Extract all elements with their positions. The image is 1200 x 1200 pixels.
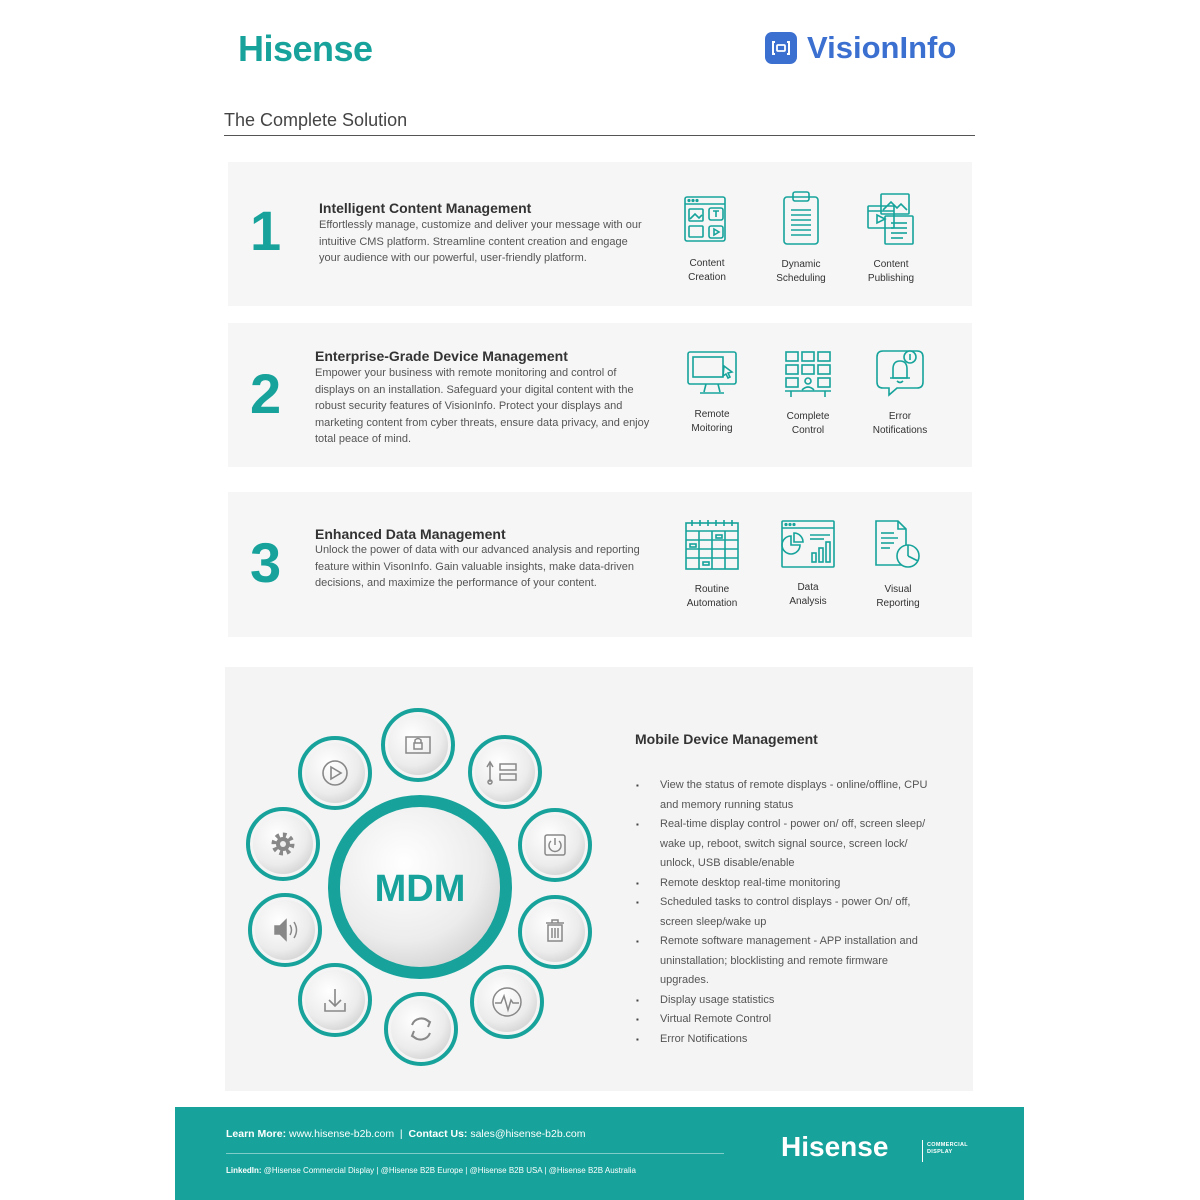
report-pie-icon	[872, 519, 924, 571]
content-creation-icon	[683, 195, 731, 245]
visioninfo-logo	[765, 30, 956, 66]
card-body: Unlock the power of data with our advanced analysis and reporting feature within VisonInfo. Gain valuable insights, make data-driven decisions, and maximize the performance of your content.	[315, 544, 640, 590]
bell-icon	[873, 348, 927, 398]
feature-card-content	[228, 162, 972, 306]
feature-data-analysis	[763, 519, 853, 609]
mdm-node-volume	[250, 895, 320, 965]
feature-card-data	[228, 492, 972, 637]
list-item: ▪ Virtual Remote Control	[636, 1010, 936, 1030]
feature-content-creation	[662, 195, 752, 285]
trash-icon	[546, 920, 564, 941]
feature-label: Content Creation	[688, 258, 726, 283]
card-number: 3	[250, 531, 282, 594]
list-item: ▪ Error Notifications	[636, 1030, 936, 1050]
mdm-node-pulse	[472, 967, 542, 1037]
footer-separator: |	[399, 1128, 403, 1140]
list-item: ▪ Remote software management - APP installation and uninstallation; blocklisting and remote firmware upgrades.	[636, 932, 936, 991]
title-divider	[224, 135, 975, 136]
feature-visual-reporting	[853, 519, 943, 611]
video-wall-icon	[783, 350, 833, 398]
list-item: ▪ Scheduled tasks to control displays - power On/ off, screen sleep/wake up	[636, 893, 936, 932]
list-item: ▪ Remote desktop real-time monitoring	[636, 874, 936, 894]
footer-logo-subtitle	[927, 1142, 968, 1156]
feature-label: Data Analysis	[789, 582, 827, 607]
feature-error-notifications	[855, 348, 945, 438]
feature-label: Content Publishing	[867, 259, 915, 284]
mdm-heading: Mobile Device Management	[635, 731, 818, 747]
linkedin-accounts[interactable]: @Hisense Commercial Display | @Hisense B2B Europe | @Hisense B2B USA | @Hisense B2B Australia	[263, 1166, 636, 1175]
card-heading: Enterprise-Grade Device Management	[315, 348, 568, 364]
mdm-node-gear	[248, 809, 318, 879]
calendar-icon	[684, 519, 740, 571]
feature-label: Error Notifications	[872, 411, 928, 436]
feature-complete-control	[763, 350, 853, 438]
feature-content-publishing	[846, 192, 936, 286]
media-publishing-icon	[865, 192, 917, 246]
feature-label: Remote Moitoring	[691, 409, 733, 434]
linkedin-label: LinkedIn:	[226, 1166, 262, 1175]
visioninfo-logo-icon	[765, 32, 797, 64]
gear-icon	[274, 835, 292, 853]
feature-card-device	[228, 323, 972, 467]
contact-label: Contact Us:	[408, 1128, 468, 1140]
page-title: The Complete Solution	[224, 110, 408, 130]
chart-screen-icon	[780, 519, 836, 569]
footer-divider	[226, 1153, 724, 1154]
card-body: Effortlessly manage, customize and deliver your message with our intuitive CMS platform. Streamline content creation and engage your audience with our powerful, user-friendly platform.	[319, 219, 642, 265]
learn-more-label: Learn More:	[226, 1128, 287, 1140]
monitor-icon	[686, 350, 738, 396]
mdm-node-play	[300, 738, 370, 808]
clipboard-icon	[781, 190, 821, 246]
mdm-node-trash	[520, 897, 590, 967]
mdm-node-lock	[383, 710, 453, 780]
mdm-node-usb	[470, 737, 540, 807]
mdm-center-label: MDM	[374, 868, 466, 910]
list-item: ▪ Display usage statistics	[636, 991, 936, 1011]
card-body: Empower your business with remote monitoring and control of displays on an installation. Safeguard your digital content with the robust security features of VisionInfo. Protect your displays and marketing content from cyber threats, ensure data privacy, and enjoy total peace of mind.	[315, 367, 650, 446]
mdm-diagram	[225, 667, 625, 1091]
card-heading: Enhanced Data Management	[315, 526, 506, 542]
list-item: ▪ View the status of remote displays - online/offline, CPU and memory running status	[636, 776, 936, 815]
footer-logo-sub-2: DISPLAY	[927, 1149, 953, 1155]
feature-label: Routine Automation	[686, 584, 738, 609]
mdm-node-download	[300, 965, 370, 1035]
footer	[175, 1107, 1024, 1200]
mdm-node-refresh	[386, 994, 456, 1064]
footer-logo-sub-1: COMMERCIAL	[927, 1142, 968, 1148]
footer-hisense-logo: Hisense	[781, 1131, 889, 1162]
footer-linkedin-line	[226, 1166, 636, 1175]
list-item: ▪ Real-time display control - power on/ off, screen sleep/ wake up, reboot, switch signal source, screen lock/ unlock, USB disable/enable	[636, 815, 936, 874]
footer-contact-line	[226, 1128, 585, 1140]
contact-email-link[interactable]: sales@hisense-b2b.com	[470, 1128, 586, 1140]
feature-label: Complete Control	[786, 411, 830, 436]
feature-routine-automation	[667, 519, 757, 611]
card-number: 2	[250, 362, 282, 425]
feature-remote-monitoring	[667, 350, 757, 436]
feature-label: Dynamic Scheduling	[776, 259, 826, 284]
card-number: 1	[250, 199, 282, 262]
hisense-logo: Hisense	[238, 28, 373, 69]
card-heading: Intelligent Content Management	[319, 200, 532, 216]
mdm-node-power	[520, 810, 590, 880]
website-link[interactable]: www.hisense-b2b.com	[289, 1128, 395, 1140]
feature-label: Visual Reporting	[876, 584, 920, 609]
feature-dynamic-scheduling	[756, 190, 846, 286]
mdm-feature-list	[636, 776, 936, 1049]
visioninfo-wordmark: VisionInfo	[807, 30, 957, 65]
footer-logo-divider	[922, 1140, 923, 1162]
